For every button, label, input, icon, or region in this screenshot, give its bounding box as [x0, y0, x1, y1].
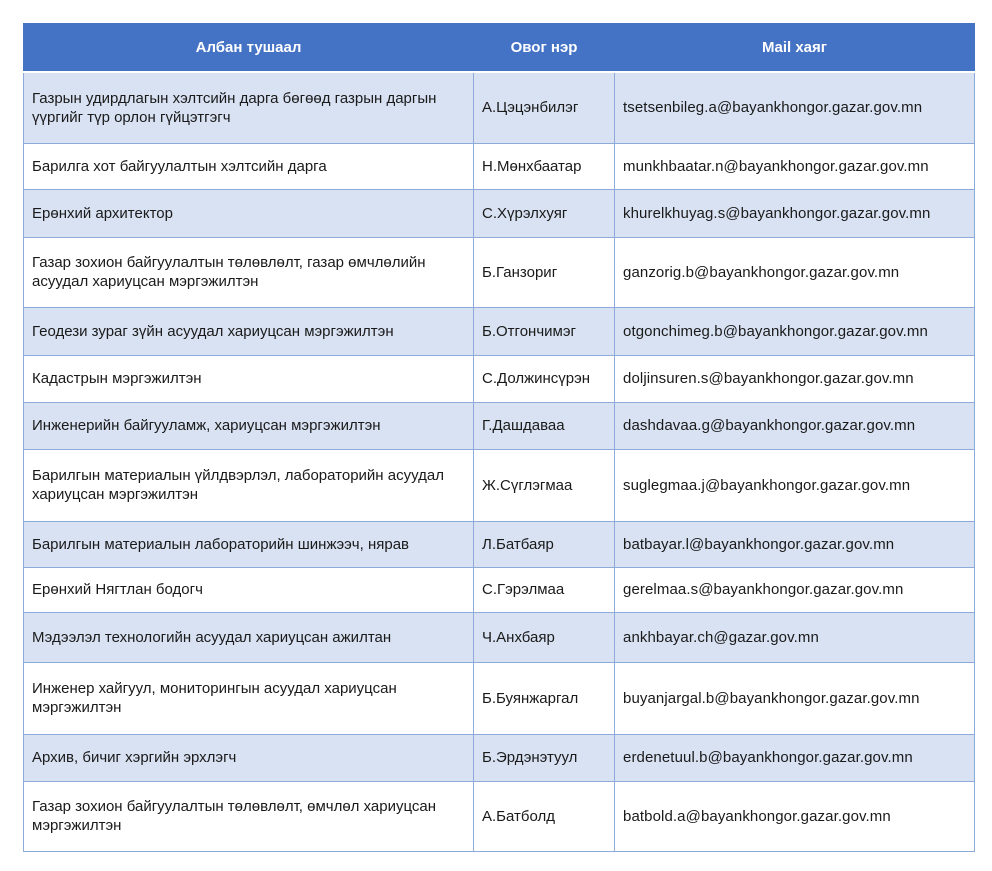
position-cell: Архив, бичиг хэргийн эрхлэгч [24, 734, 474, 781]
header-position: Албан тушаал [24, 24, 474, 73]
email-link[interactable]: doljinsuren.s@bayankhongor.gazar.gov.mn [615, 355, 975, 402]
name-cell: Б.Отгончимэг [474, 307, 615, 355]
name-cell: А.Батболд [474, 781, 615, 851]
email-link[interactable]: khurelkhuyag.s@bayankhongor.gazar.gov.mn [615, 189, 975, 237]
position-cell: Газар зохион байгуулалтын төлөвлөлт, газар өмчлөлийн асуудал хариуцсан мэргэжилтэн [24, 237, 474, 307]
position-cell: Барилга хот байгуулалтын хэлтсийн дарга [24, 143, 474, 189]
email-link[interactable]: tsetsenbileg.a@bayankhongor.gazar.gov.mn [615, 72, 975, 143]
name-cell: Л.Батбаяр [474, 521, 615, 567]
name-cell: А.Цэцэнбилэг [474, 72, 615, 143]
name-cell: Н.Мөнхбаатар [474, 143, 615, 189]
table-row [24, 237, 975, 307]
position-cell: Геодези зураг зүйн асуудал хариуцсан мэргэжилтэн [24, 307, 474, 355]
email-link[interactable]: gerelmaa.s@bayankhongor.gazar.gov.mn [615, 567, 975, 612]
table-row [24, 307, 975, 355]
name-cell: Б.Буянжаргал [474, 662, 615, 734]
position-cell: Газар зохион байгуулалтын төлөвлөлт, өмчлөл хариуцсан мэргэжилтэн [24, 781, 474, 851]
staff-contact-table-wrapper [23, 23, 974, 852]
table-row [24, 612, 975, 662]
header-name: Овог нэр [474, 24, 615, 73]
table-row [24, 449, 975, 521]
position-cell: Инженерийн байгууламж, хариуцсан мэргэжилтэн [24, 402, 474, 449]
email-link[interactable]: ganzorig.b@bayankhongor.gazar.gov.mn [615, 237, 975, 307]
email-link[interactable]: erdenetuul.b@bayankhongor.gazar.gov.mn [615, 734, 975, 781]
header-email: Mail хаяг [615, 24, 975, 73]
table-row [24, 521, 975, 567]
email-link[interactable]: otgonchimeg.b@bayankhongor.gazar.gov.mn [615, 307, 975, 355]
name-cell: Г.Дашдаваа [474, 402, 615, 449]
staff-contact-table [23, 23, 975, 852]
name-cell: С.Хүрэлхуяг [474, 189, 615, 237]
name-cell: Ж.Сүглэгмаа [474, 449, 615, 521]
position-cell: Ерөнхий Нягтлан бодогч [24, 567, 474, 612]
position-cell: Мэдээлэл технологийн асуудал хариуцсан ажилтан [24, 612, 474, 662]
name-cell: С.Должинсүрэн [474, 355, 615, 402]
table-row [24, 734, 975, 781]
table-row [24, 143, 975, 189]
position-cell: Газрын удирдлагын хэлтсийн дарга бөгөөд газрын даргын үүргийг түр орлон гүйцэтгэгч [24, 72, 474, 143]
position-cell: Ерөнхий архитектор [24, 189, 474, 237]
table-row [24, 189, 975, 237]
name-cell: Б.Ганзориг [474, 237, 615, 307]
table-header-row [24, 24, 975, 73]
name-cell: Ч.Анхбаяр [474, 612, 615, 662]
email-link[interactable]: ankhbayar.ch@gazar.gov.mn [615, 612, 975, 662]
table-row [24, 355, 975, 402]
email-link[interactable]: munkhbaatar.n@bayankhongor.gazar.gov.mn [615, 143, 975, 189]
position-cell: Кадастрын мэргэжилтэн [24, 355, 474, 402]
table-row [24, 402, 975, 449]
table-row [24, 781, 975, 851]
position-cell: Барилгын материалын лабораторийн шинжээч, нярав [24, 521, 474, 567]
email-link[interactable]: batbayar.l@bayankhongor.gazar.gov.mn [615, 521, 975, 567]
position-cell: Инженер хайгуул, мониторингын асуудал хариуцсан мэргэжилтэн [24, 662, 474, 734]
email-link[interactable]: dashdavaa.g@bayankhongor.gazar.gov.mn [615, 402, 975, 449]
table-row [24, 72, 975, 143]
table-row [24, 662, 975, 734]
email-link[interactable]: batbold.a@bayankhongor.gazar.gov.mn [615, 781, 975, 851]
name-cell: Б.Эрдэнэтуул [474, 734, 615, 781]
position-cell: Барилгын материалын үйлдвэрлэл, лабораторийн асуудал хариуцсан мэргэжилтэн [24, 449, 474, 521]
email-link[interactable]: suglegmaa.j@bayankhongor.gazar.gov.mn [615, 449, 975, 521]
table-row [24, 567, 975, 612]
name-cell: С.Гэрэлмаа [474, 567, 615, 612]
email-link[interactable]: buyanjargal.b@bayankhongor.gazar.gov.mn [615, 662, 975, 734]
